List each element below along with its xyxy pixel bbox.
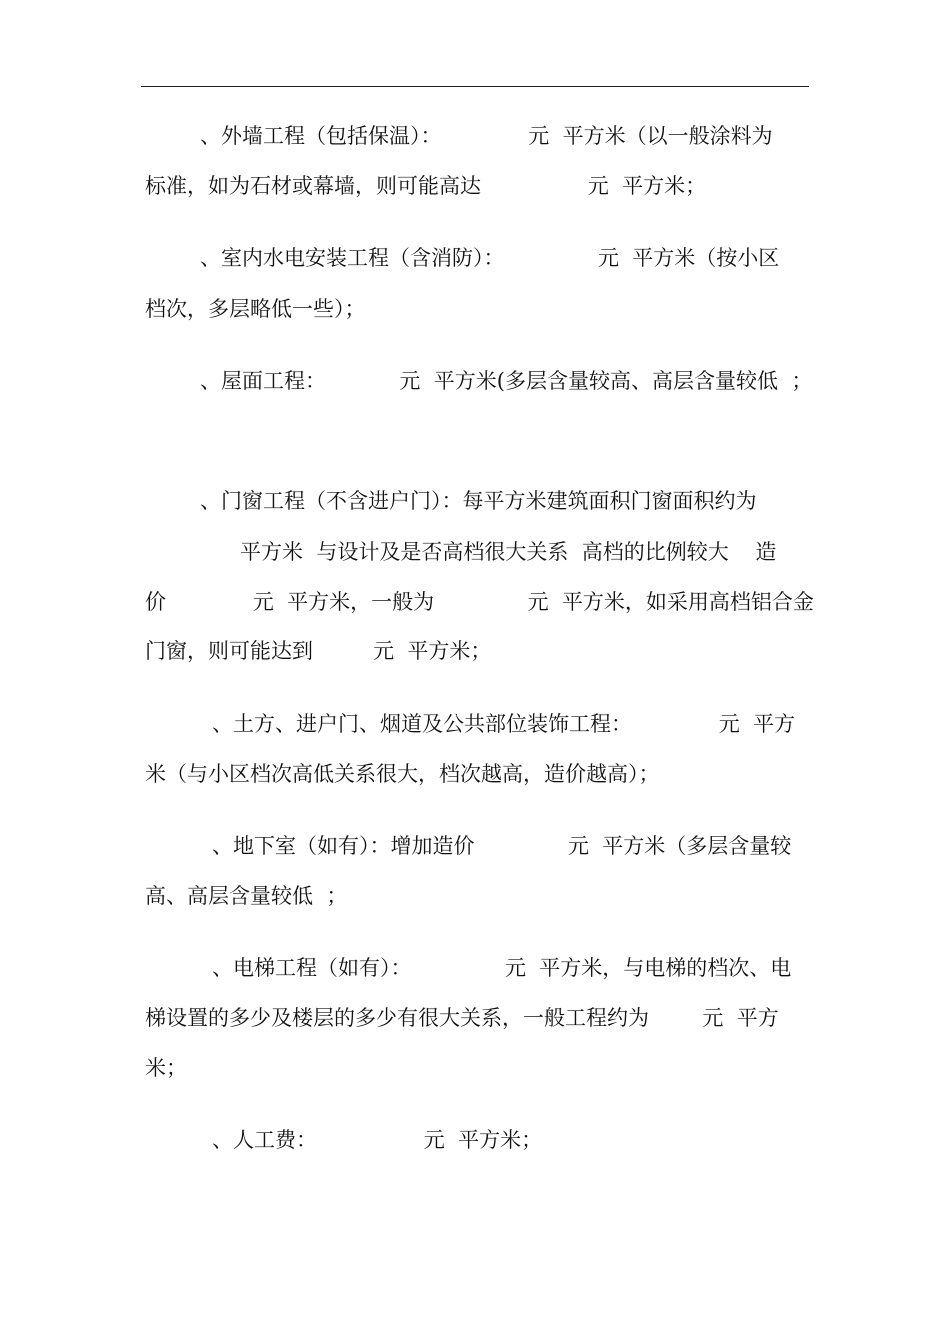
paragraph-line: 、门窗工程（不含进户门）：每平方米建筑面积门窗面积约为	[200, 489, 757, 513]
paragraph-line: 米；	[145, 1056, 187, 1080]
paragraph-line: 、人工费： 元 平方米；	[212, 1128, 543, 1152]
paragraph-line: 价 元 平方米，一般为 元 平方米，如采用高档铝合金	[145, 590, 814, 614]
paragraph-line: 、外墙工程（包括保温）： 元 平方米（以一般涂料为	[200, 124, 773, 148]
paragraph-line: 平方米 与设计及是否高档很大关系 高档的比例较大 造	[240, 540, 777, 564]
header-rule	[141, 86, 809, 87]
paragraph-line: 高、高层含量较低 ；	[145, 884, 348, 908]
paragraph-line: 米（与小区档次高低关系很大，档次越高，造价越高）；	[145, 762, 660, 786]
paragraph-line: 、屋面工程： 元 平方米(多层含量较高、高层含量较低 ；	[200, 369, 813, 393]
paragraph-line: 标准，如为石材或幕墙，则可能高达 元 平方米；	[145, 174, 707, 198]
paragraph-line: 、室内水电安装工程（含消防）： 元 平方米（按小区	[200, 246, 780, 270]
paragraph-line: 、电梯工程（如有）： 元 平方米，与电梯的档次、电	[212, 956, 792, 980]
paragraph-line: 、地下室（如有）：增加造价 元 平方米（多层含量较	[212, 834, 792, 858]
paragraph-line: 档次，多层略低一些）；	[145, 297, 366, 321]
paragraph-line: 梯设置的多少及楼层的多少有很大关系，一般工程约为 元 平方	[145, 1006, 779, 1030]
paragraph-line: 、土方、进户门、烟道及公共部位装饰工程： 元 平方	[212, 712, 796, 736]
paragraph-line: 门窗，则可能达到 元 平方米；	[145, 639, 492, 663]
